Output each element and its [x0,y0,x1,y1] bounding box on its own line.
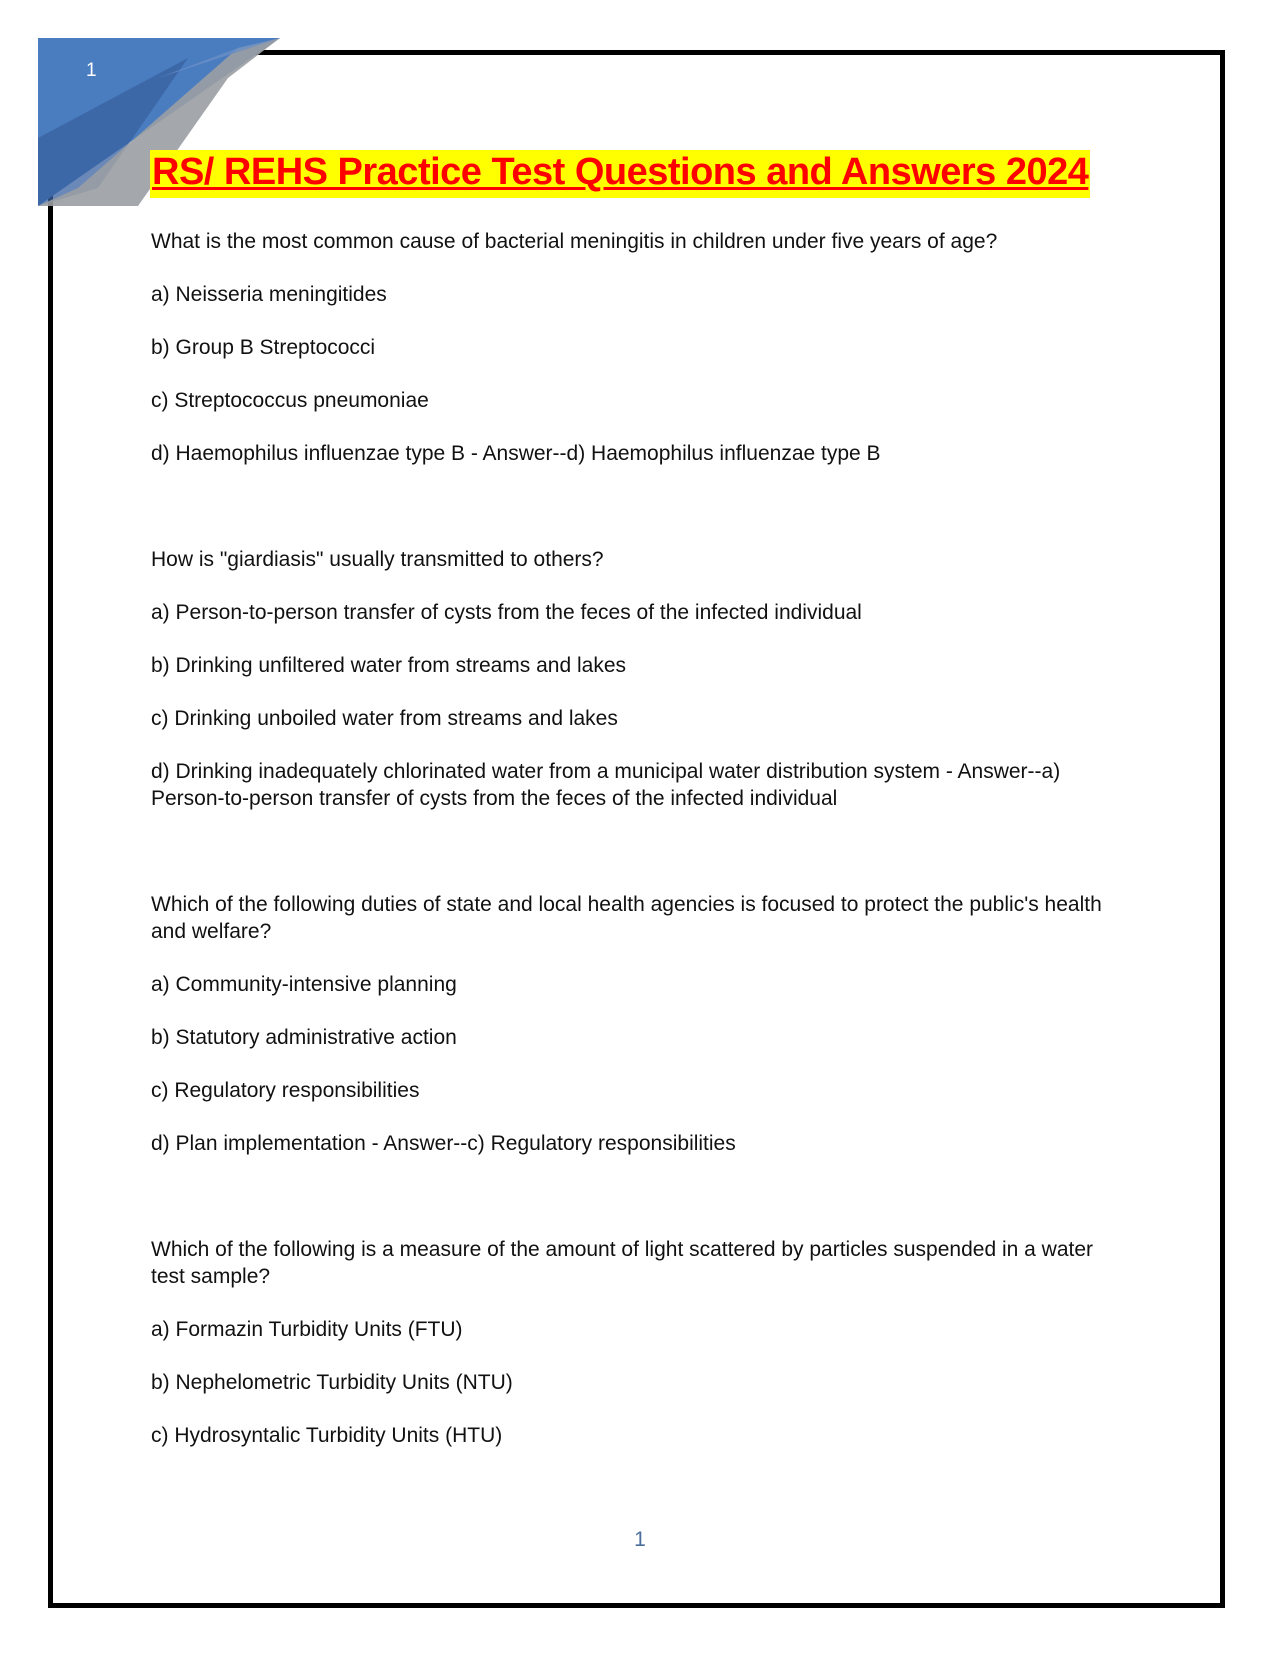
answer-option: a) Neisseria meningitides [151,283,387,306]
question-text: How is "giardiasis" usually transmitted to others? [151,548,604,571]
answer-option: c) Streptococcus pneumoniae [151,389,429,412]
answer-option: c) Hydrosyntalic Turbidity Units (HTU) [151,1424,503,1447]
answer-option: b) Group B Streptococci [151,336,376,359]
question-block [151,546,1131,812]
question-text: Which of the following duties of state and local health agencies is focused to protect the public's health and welfare? [151,893,1102,943]
answer-option: c) Drinking unboiled water from streams and lakes [151,707,618,730]
document-title: RS/ REHS Practice Test Questions and Answers 2024 [150,150,1090,198]
question-block [151,1236,1131,1449]
answer-option: d) Plan implementation - Answer--c) Regulatory responsibilities [151,1132,736,1155]
footer-page-number: 1 [634,1528,646,1551]
answer-option: b) Nephelometric Turbidity Units (NTU) [151,1371,513,1394]
question-text: Which of the following is a measure of the amount of light scattered by particles suspended in a water test sample? [151,1238,1094,1288]
answer-option: b) Drinking unfiltered water from streams and lakes [151,654,627,677]
question-block [151,891,1131,1157]
answer-option: a) Formazin Turbidity Units (FTU) [151,1318,463,1341]
question-list [151,228,1131,1449]
question-block [151,228,1131,467]
answer-option: a) Community-intensive planning [151,973,457,996]
corner-page-number: 1 [86,60,97,81]
question-text: What is the most common cause of bacterial meningitis in children under five years of age? [151,230,998,253]
answer-option: b) Statutory administrative action [151,1026,457,1049]
answer-option: c) Regulatory responsibilities [151,1079,420,1102]
answer-option: a) Person-to-person transfer of cysts from the feces of the infected individual [151,601,862,624]
answer-option: d) Drinking inadequately chlorinated water from a municipal water distribution system - Answer--a) Person-to-person transfer of cysts from the feces of the infected individual [151,760,1061,810]
answer-option: d) Haemophilus influenzae type B - Answer--d) Haemophilus influenzae type B [151,442,881,465]
